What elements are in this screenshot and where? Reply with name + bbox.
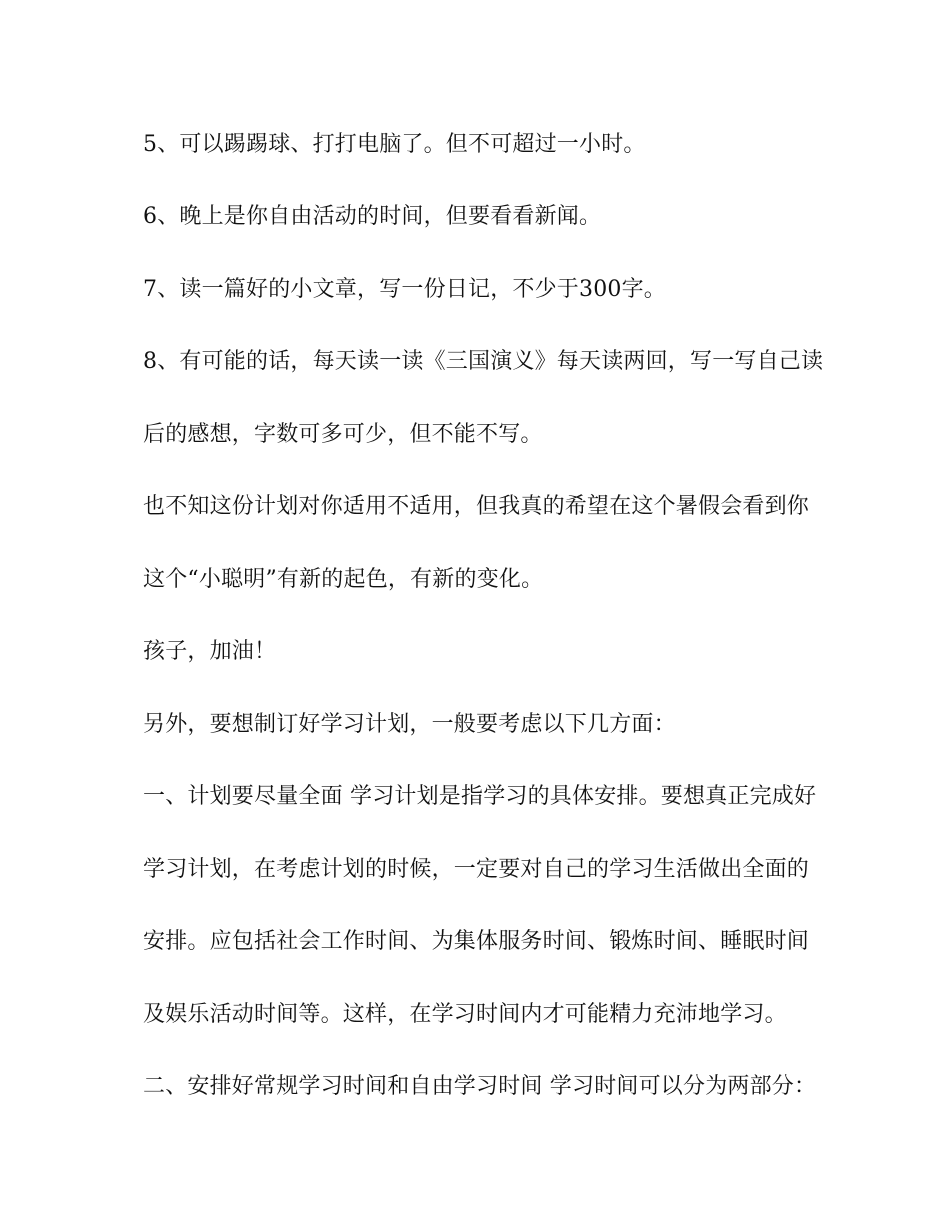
text-line: 这个“小聪明”有新的起色，有新的变化。: [143, 567, 544, 592]
text-line: 也不知这份计划对你适用不适用，但我真的希望在这个暑假会看到你: [143, 494, 810, 519]
text-line: 6、晚上是你自由活动的时间，但要看看新闻。: [143, 204, 602, 229]
text-line: 8、有可能的话，每天读一读《三国演义》每天读两回，写一写自己读: [143, 349, 824, 374]
text-line: 7、读一篇好的小文章，写一份日记，不少于300字。: [143, 277, 666, 302]
text-line: 安排。应包括社会工作时间、为集体服务时间、锻炼时间、睡眠时间: [143, 929, 810, 954]
text-line: 另外，要想制订好学习计划，一般要考虑以下几方面：: [143, 712, 676, 737]
text-line: 二、安排好常规学习时间和自由学习时间 学习时间可以分为两部分：: [143, 1074, 817, 1099]
text-line: 一、计划要尽量全面 学习计划是指学习的具体安排。要想真正完成好: [143, 784, 817, 809]
text-line: 及娱乐活动时间等。这样，在学习时间内才可能精力充沛地学习。: [143, 1002, 787, 1027]
text-line: 学习计划，在考虑计划的时候，一定要对自己的学习生活做出全面的: [143, 857, 810, 882]
text-line: 孩子，加油！: [143, 639, 277, 664]
text-line: 5、可以踢踢球、打打电脑了。但不可超过一小时。: [143, 132, 646, 157]
text-line: 后的感想，字数可多可少，但不能不写。: [143, 422, 543, 447]
